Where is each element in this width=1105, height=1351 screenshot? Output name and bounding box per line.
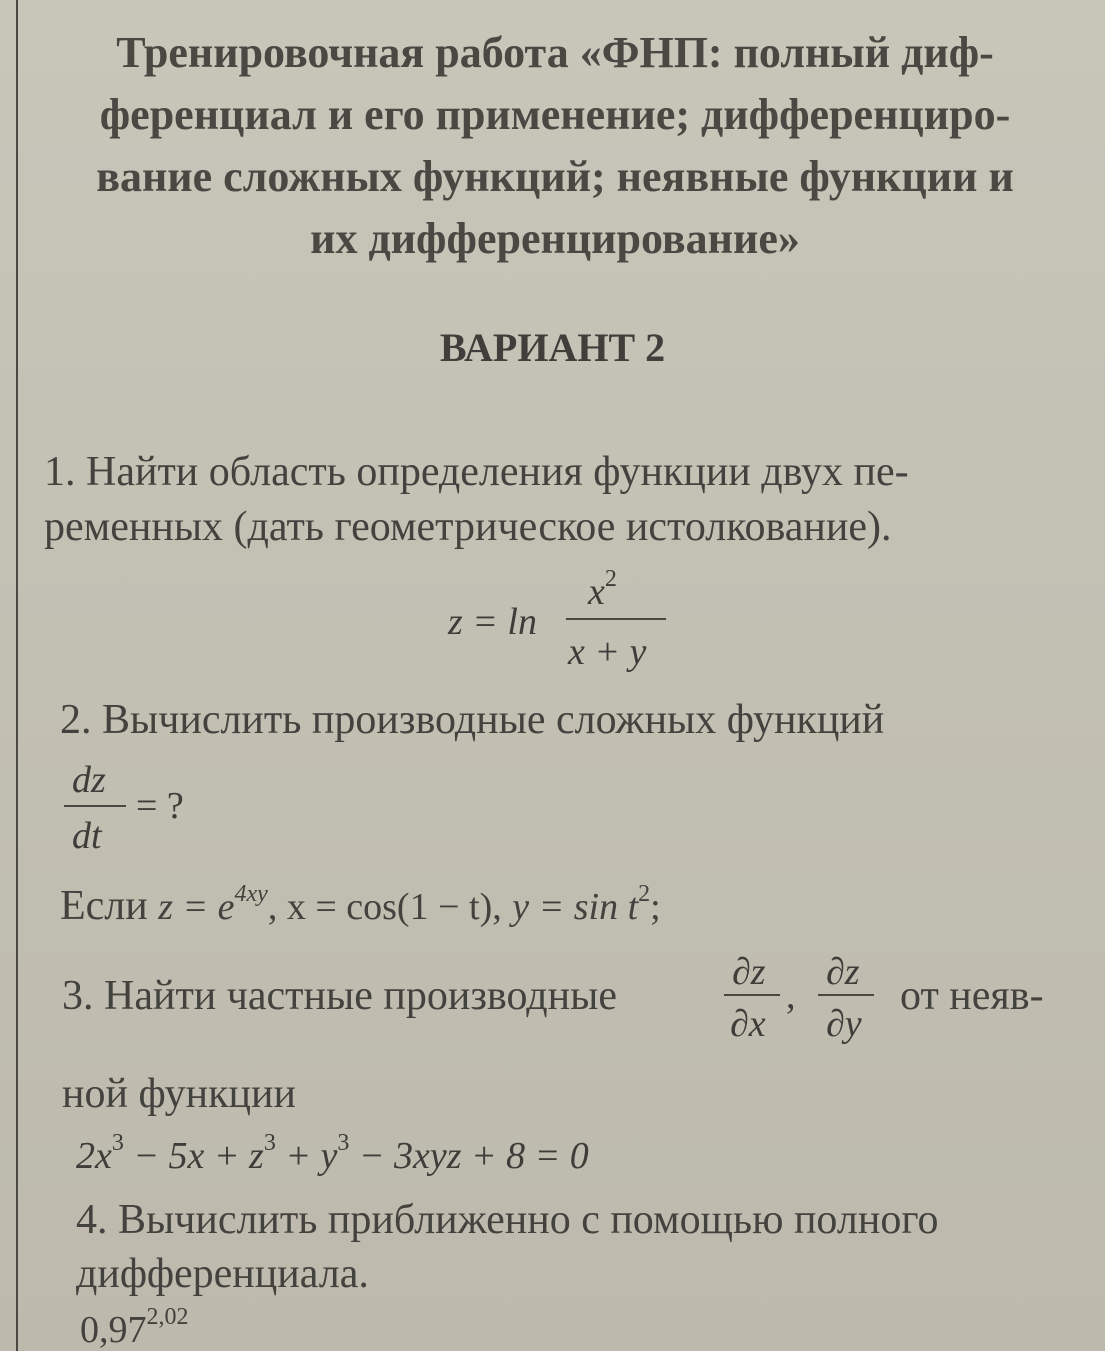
task3-equation [76,1130,589,1178]
task2-y-end: ; [650,886,661,928]
task2-condition [60,876,661,942]
task3-d1-numerator: ∂z [732,951,766,993]
task2-condition-label: Если [60,883,148,929]
task2-derivative-numerator: dz [72,759,106,801]
title-line-1: Тренировочная работа «ФНП: полный диф- [116,28,994,77]
task3-eq-exp-b: 3 [263,1130,276,1156]
task4-expression [80,1300,189,1351]
task4-base: 0,97 [80,1309,147,1351]
task2-fraction-bar [64,805,126,807]
task3-eq-part-d: − 3xyz + 8 = 0 [349,1135,589,1177]
task4-line-1: 4. Вычислить приближенно с помощью полного [76,1197,939,1243]
task3-d1-denominator: ∂x [730,1003,766,1045]
task3-eq-exp-a: 3 [111,1130,124,1156]
task3-eq-exp-c: 3 [337,1130,350,1156]
task2-y-def: y = sin t [512,886,639,928]
task2-y-exponent: 2 [638,881,651,907]
task1-numerator [588,566,617,614]
variant-heading: ВАРИАНТ 2 [439,325,666,370]
task2-z-exponent: 4xy [234,881,268,907]
task1-denominator: x + y [568,631,647,673]
task3-d1-fraction-bar [724,994,780,996]
task3-eq-part-a: 2x [76,1135,112,1177]
task1-lhs-text: z = ln [448,601,537,643]
task3-eq-part-b: − 5x + z [123,1135,264,1177]
task1-numerator-exponent: 2 [604,566,617,592]
task2-derivative-rest: = ? [136,785,184,827]
task3-d2-denominator: ∂y [826,1003,862,1045]
task2-x-def: , x = cos(1 − t), [267,886,502,928]
title-line-4: их дифференцирование» [310,214,800,263]
task3-tail: от неяв- [900,973,1044,1019]
task1-fraction-bar [566,618,666,620]
task3-line-2: ной функции [62,1071,296,1117]
task1-numerator-text: x [588,571,605,613]
task4-line-2: дифференциала. [76,1251,369,1297]
task1-formula-lhs [448,600,537,644]
page-border-line [16,0,18,1351]
task1-line-2: ременных (дать геометрическое истолкование). [44,504,892,550]
task3-d2-numerator: ∂z [826,951,860,993]
task3-d2-fraction-bar [818,994,874,996]
task3-text: 3. Найти частные производные [62,973,617,1019]
task2-text: 2. Вычислить производные сложных функций [60,697,885,743]
title-line-2: ференциал и его применение; дифференциро- [99,90,1011,139]
task4-exponent: 2,02 [146,1304,189,1330]
task3-eq-part-c: + y [275,1135,338,1177]
task2-z-def: z = e [158,886,235,928]
title-line-3: вание сложных функций; неявные функции и [96,152,1014,201]
task2-derivative-denominator: dt [72,815,102,857]
task3-comma: , [786,975,796,1017]
worksheet-title [30,22,1080,270]
task1-line-1: 1. Найти область определения функции двух пе- [44,449,909,495]
